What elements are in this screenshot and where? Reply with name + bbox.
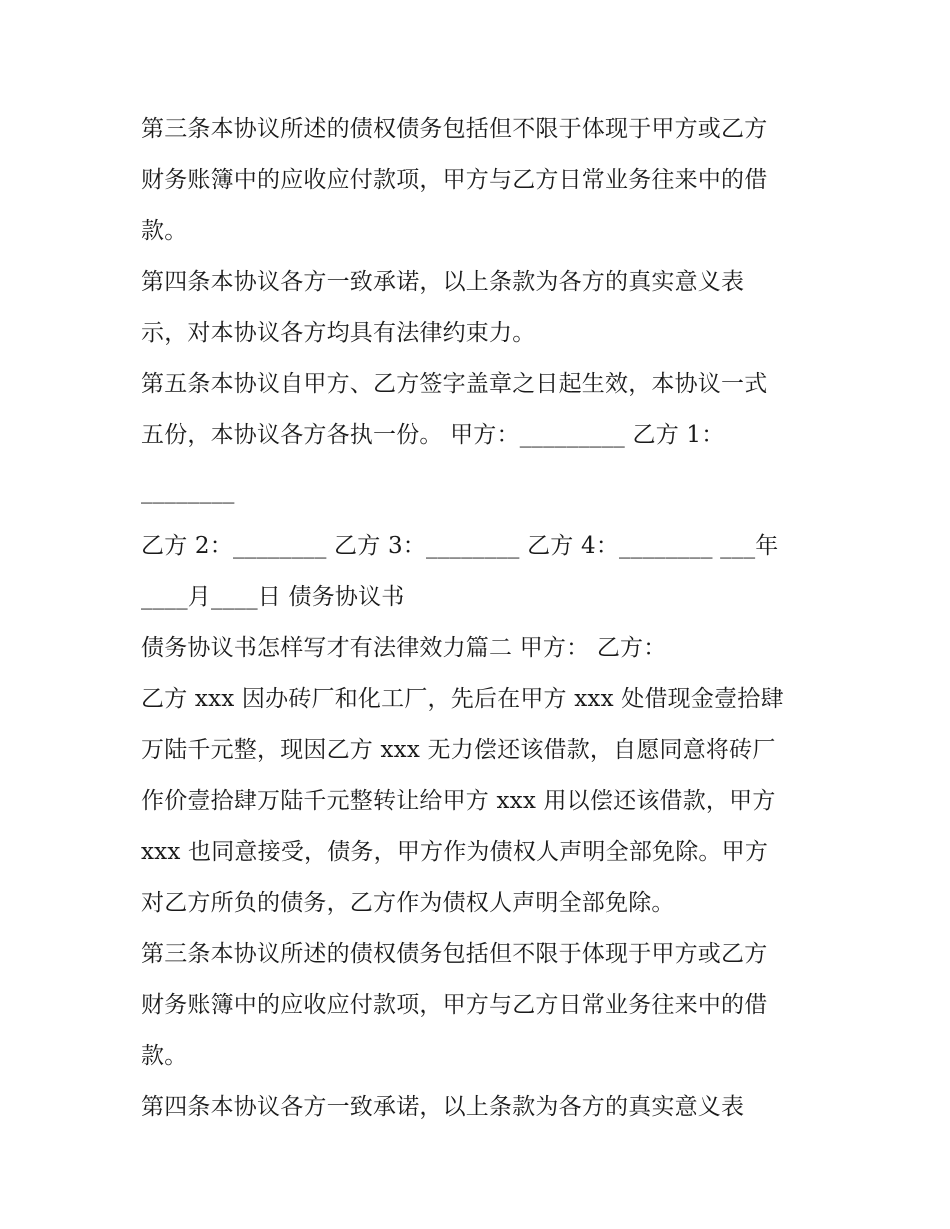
text-line: 款。: [141, 1043, 188, 1069]
text-line: 示，对本协议各方均具有法律约束力。: [141, 320, 536, 346]
text-line: 第三条本协议所述的债权债务包括但不限于体现于甲方或乙方: [141, 941, 768, 967]
text-line: 万陆千元整，现因乙方 xxx 无力偿还该借款，自愿同意将砖厂: [141, 737, 776, 763]
text-line: 财务账簿中的应收应付款项，甲方与乙方日常业务往来中的借: [141, 992, 768, 1018]
text-line: 第四条本协议各方一致承诺，以上条款为各方的真实意义表: [141, 269, 745, 295]
text-line: 对乙方所负的债务，乙方作为债权人声明全部免除。: [141, 890, 675, 916]
text-line: 第三条本协议所述的债权债务包括但不限于体现于甲方或乙方: [141, 116, 768, 142]
text-line: 债务协议书怎样写才有法律效力篇二 甲方： 乙方：: [141, 635, 667, 661]
text-line: xxx 也同意接受，债务，甲方作为债权人声明全部免除。甲方: [141, 839, 769, 865]
text-line: ________: [141, 478, 235, 504]
text-line: 财务账簿中的应收应付款项，甲方与乙方日常业务往来中的借: [141, 167, 768, 193]
document-body: [141, 104, 816, 1133]
text-line: 五份，本协议各方各执一份。 甲方：_________ 乙方 1：: [141, 422, 725, 448]
text-line: 第五条本协议自甲方、乙方签字盖章之日起生效，本协议一式: [141, 371, 768, 397]
text-line: 乙方 2：________ 乙方 3：________ 乙方 4：________ ___年: [141, 533, 779, 559]
text-line: 乙方 xxx 因办砖厂和化工厂，先后在甲方 xxx 处借现金壹拾肆: [141, 686, 784, 712]
text-line: 第四条本协议各方一致承诺，以上条款为各方的真实意义表: [141, 1094, 745, 1120]
text-line: ____月____日 债务协议书: [141, 584, 405, 610]
text-line: 作价壹拾肆万陆千元整转让给甲方 xxx 用以偿还该借款，甲方: [141, 788, 776, 814]
text-line: 款。: [141, 218, 188, 244]
